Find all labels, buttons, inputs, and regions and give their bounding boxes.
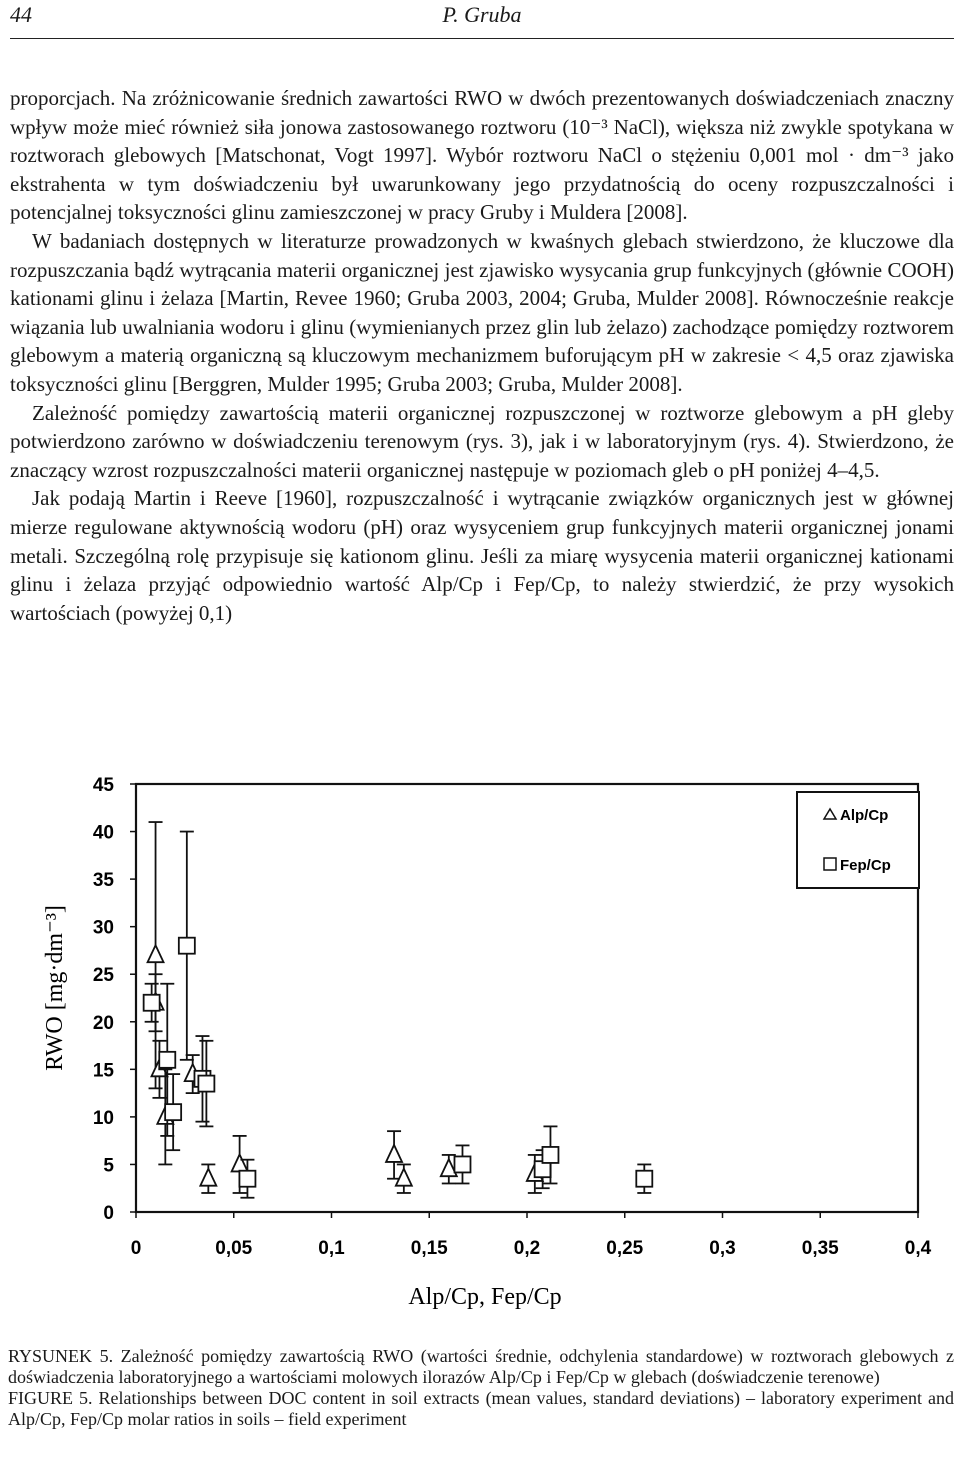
data-point-triangle <box>232 1154 248 1171</box>
y-tick-label: 20 <box>92 1012 114 1034</box>
page-number: 44 <box>10 2 32 27</box>
data-point-triangle <box>148 945 164 962</box>
data-point-square <box>542 1147 558 1163</box>
legend-label: Alp/Cp <box>840 807 889 824</box>
paragraph-2: W badaniach dostępnych w literaturze prowadzonych w kwaśnych glebach stwierdzono, że kluczowe dla rozpuszczania bądź wytrącania materii organicznej jest zjawisko wysycania grup funkcyjnych (głównie COOH) kationami glinu i żelaza [Martin, Revee 1960; Gruba 2003, 2004; Gruba, Mulder 2008]. Równocześnie reakcje wiązania lub uwalniania wodoru i glinu (wymienianych przez glin lub żelazo) zachodzące pomiędzy roztworem glebowym a materią organiczną są kluczowym mechanizmem buforującym pH w zakresie < 4,5 oraz zjawiska toksyczności glinu [Berggren, Mulder 1995; Gruba 2003; Gruba, Mulder 2008]. <box>10 228 954 396</box>
data-point-square <box>636 1171 652 1187</box>
x-tick-label: 0,1 <box>318 1238 345 1259</box>
y-axis-label: RWO [mg·dm⁻³] <box>42 905 68 1071</box>
data-point-square <box>144 995 160 1011</box>
y-tick-label: 30 <box>92 917 114 939</box>
legend <box>797 792 919 888</box>
rwo-scatter-chart <box>0 760 960 1340</box>
x-tick-label: 0,35 <box>801 1238 839 1259</box>
data-point-triangle <box>386 1145 402 1162</box>
x-tick-label: 0,2 <box>513 1238 541 1259</box>
caption-en-label: FIGURE 5. <box>8 1388 93 1408</box>
data-point-square <box>159 1052 175 1068</box>
x-tick-label: 0 <box>130 1238 142 1259</box>
x-tick-label: 0,05 <box>215 1238 253 1259</box>
caption-en-text: Relationships between DOC content in soil extracts (mean values, standard deviations) – laboratory experiment and Alp/Cp, Fep/Cp molar ratios in soils – field experiment <box>8 1388 954 1429</box>
data-point-square <box>454 1156 470 1172</box>
data-point-square <box>179 938 195 954</box>
series-fep-cp <box>144 832 653 1198</box>
data-point-square <box>165 1104 181 1120</box>
data-point-square <box>239 1171 255 1187</box>
body-text <box>10 84 954 627</box>
legend-square-icon <box>824 858 836 870</box>
paragraph-4: Jak podają Martin i Reeve [1960], rozpuszczalność i wytrącanie związków organicznych jest w głównej mierze regulowane aktywnością wodoru (pH) oraz wysyceniem grup funkcyjnych materii organicznej jonami metali. Szczególną rolę przypisuje się kationom glinu. Jeśli za miarę wysycenia materii organicznej kationami glinu i żelaza przyjąć odpowiednio wartość Alp/Cp i Fep/Cp, to należy stwierdzić, że przy wysokich wartościach (powyżej 0,1) <box>10 486 954 625</box>
y-tick-label: 35 <box>92 870 114 892</box>
data-point-triangle <box>200 1169 216 1186</box>
y-tick-label: 5 <box>103 1155 114 1177</box>
x-tick-label: 0,4 <box>904 1238 932 1259</box>
caption-pl-text: Zależność pomiędzy zawartością RWO (wartości średnie, odchylenia standardowe) w roztworach glebowych z doświadczenia laboratoryjnego a wartościami molowych ilorazów Alp/Cp i Fep/Cp w glebach (doświadczenie terenowe) <box>8 1346 954 1387</box>
caption-pl-label: RYSUNEK 5. <box>8 1346 114 1366</box>
y-tick-label: 25 <box>92 965 114 987</box>
y-tick-label: 15 <box>92 1060 114 1082</box>
paragraph-3: Zależność pomiędzy zawartością materii organicznej rozpuszczonej w roztworze glebowym a pH gleby potwierdzono zarówno w doświadczeniu terenowym (rys. 3), jak i w laboratoryjnym (rys. 4). Stwierdzono, że znaczący wzrost rozpuszczalności materii organicznej następuje w poziomach gleb o pH poniżej 4–4,5. <box>10 400 954 482</box>
data-series <box>144 822 653 1198</box>
x-axis-label: Alp/Cp, Fep/Cp <box>408 1284 562 1310</box>
data-point-square <box>198 1076 214 1092</box>
page-header <box>10 0 954 39</box>
y-tick-label: 40 <box>92 822 114 844</box>
x-tick-label: 0,3 <box>709 1238 736 1259</box>
x-tick-label: 0,15 <box>410 1238 448 1259</box>
legend-label: Fep/Cp <box>840 857 891 874</box>
figure-caption <box>8 1346 954 1430</box>
y-tick-label: 0 <box>103 1203 114 1224</box>
series-alp-cp <box>148 822 543 1193</box>
y-ticks <box>93 775 136 1224</box>
running-author: P. Gruba <box>442 2 522 27</box>
y-tick-label: 10 <box>92 1107 114 1129</box>
x-tick-label: 0,25 <box>606 1238 644 1259</box>
y-tick-label: 45 <box>92 775 114 796</box>
x-ticks <box>131 1212 932 1259</box>
data-point-triangle <box>396 1169 412 1186</box>
paragraph-1: proporcjach. Na zróżnicowanie średnich zawartości RWO w dwóch prezentowanych doświadczeniach znaczny wpływ może mieć również siła jonowa zastosowanego roztworu (10⁻³ NaCl), większa niż zwykle spotykana w roztworach glebowych [Matschonat, Vogt 1997]. Wybór roztworu NaCl o stężeniu 0,001 mol · dm⁻³ jako ekstrahenta w tym doświadczeniu był uwarunkowany jego przydatnością do oceny rozpuszczalności i potencjalnej toksyczności glinu zamieszczonej w pracy Gruby i Muldera [2008]. <box>10 86 954 225</box>
